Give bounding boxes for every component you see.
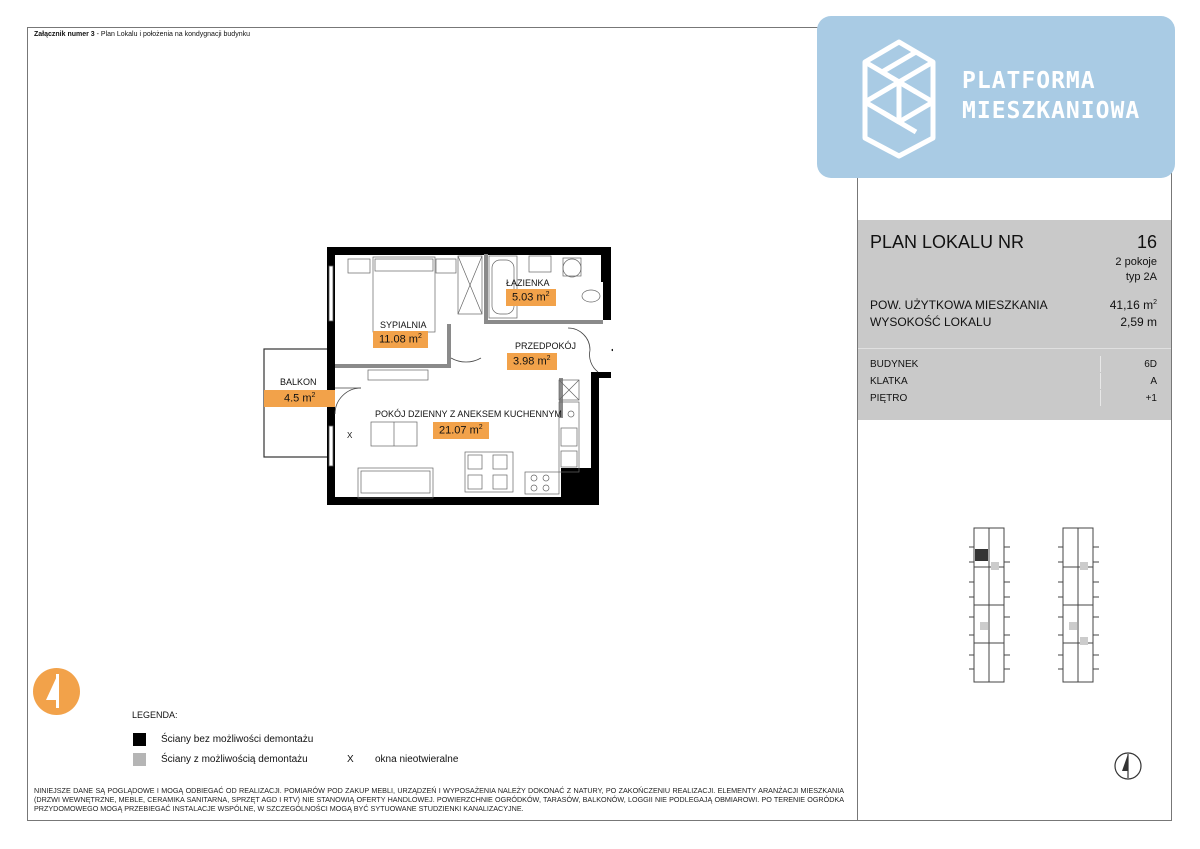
room-count: 2 pokoje (1115, 256, 1157, 268)
balcony-area: 4.5 $m^2$ (264, 390, 335, 407)
platforma-logo (817, 16, 1175, 178)
bedroom-label: SYPIALNIA (380, 320, 427, 330)
fixed-wall-text: Ściany bez możliwości demontażu (161, 734, 314, 745)
fixed-window-legend-text: okna nieotwieralne (375, 754, 459, 765)
fixed-window-mark: X (347, 431, 353, 440)
logo-wordmark: PLATFORMA MIESZKANIOWA (962, 68, 1141, 124)
logo-cube-icon (859, 38, 939, 160)
building-plan-right (1057, 527, 1101, 683)
height-label: WYSOKOŚĆ LOKALU (870, 315, 992, 329)
fixed-wall-swatch (133, 733, 146, 746)
usable-area-label: POW. UŻYTKOWA MIESZKANIA (870, 298, 1048, 312)
removable-wall-swatch (133, 753, 146, 766)
balcony-label: BALKON (280, 377, 317, 387)
floor-row: PIĘTRO +1 (870, 393, 1157, 404)
bedroom-area: 11.08 $m^2$ (373, 331, 428, 348)
floor-plan (263, 246, 613, 508)
building-row: BUDYNEK 6D (870, 359, 1157, 370)
usable-area-value: 41,16 $m^2$ (1109, 298, 1157, 312)
living-room-area: 21.07 $m^2$ (433, 422, 489, 439)
north-arrow-icon (1113, 751, 1143, 781)
legend-title: LEGENDA: (132, 710, 178, 720)
bathroom-label: ŁAZIENKA (506, 278, 550, 288)
living-room-label: POKÓJ DZIENNY Z ANEKSEM KUCHENNYM (375, 409, 562, 419)
staircase-row: KLATKA A (870, 376, 1157, 387)
disclaimer: NINIEJSZE DANE SĄ POGLĄDOWE I MOGĄ ODBIEGAĆ OD REALIZACJI. POMIARÓW POD ZAKUP MEBLI, URZĄDZEŃ I WYPOSAŻENIA NALEŻY DOKONAĆ Z NATURY, PO ZAKOŃCZENIU REALIZACJI. ELEMENTY ARANŻACJI MIESZKANIA (DRZWI WEWNĘTRZNE, MEBLE, CERAMIKA SANITARNA, SPRZĘT AGD I RTV) NIE STANOWIĄ OFERTY HANDLOWEJ. POWIERZCHNIE OGRÓDKÓW, TARASÓW, BALKONÓW, LOGGII NIE PODLEGAJĄ OBMIAROWI. PO TERENIE OGRÓDKA PRZYDOMOWEGO MOGĄ PRZEBIEGAĆ INSTALACJE WSPÓLNE, W SZCZEGÓLNOŚCI MOGĄ BYĆ SYTUOWANE STUDZIENKI KANALIZACYJNE. (34, 786, 844, 813)
fixed-window-legend-mark: X (347, 754, 354, 765)
orientation-compass-icon (33, 668, 80, 715)
removable-wall-text: Ściany z możliwością demontażu (161, 754, 308, 765)
hall-area: 3.98 $m^2$ (507, 353, 557, 370)
apartment-type: typ 2A (1125, 271, 1157, 283)
header-note: Załącznik numer 3 - Plan Lokalu i położenia na kondygnacji budynku (34, 31, 250, 38)
height-value: 2,59 m (1120, 315, 1157, 329)
bathroom-area: 5.03 $m^2$ (506, 289, 556, 306)
panel-title: PLAN LOKALU NR (870, 232, 1025, 252)
building-plan-left (968, 527, 1012, 683)
apartment-number: 16 (1136, 232, 1157, 252)
apartment-info-panel (858, 220, 1171, 420)
panel-separator (858, 348, 1171, 349)
hall-label: PRZEDPOKÓJ (515, 341, 577, 351)
